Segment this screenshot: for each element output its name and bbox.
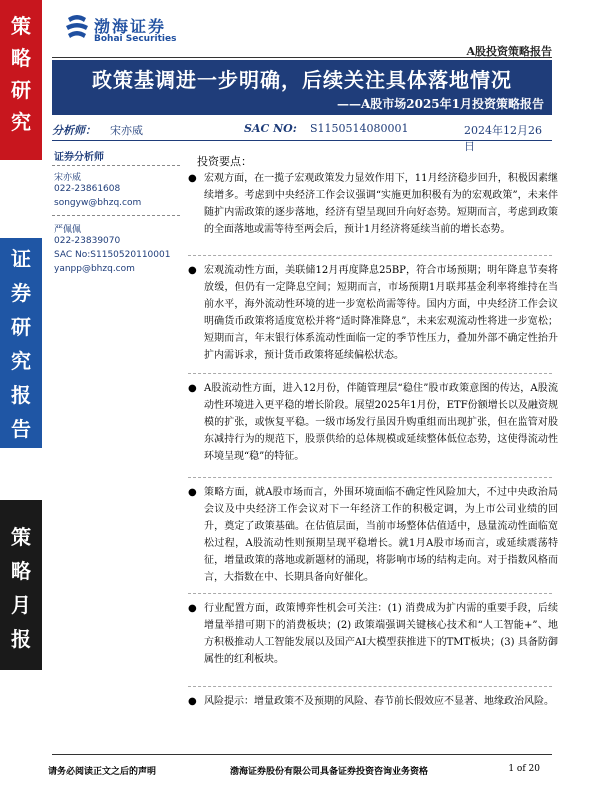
bullet-risk	[188, 693, 558, 710]
sidebar-char: 略	[11, 559, 31, 583]
sidebar-char: 策	[11, 14, 31, 38]
bullet-separator	[188, 373, 552, 374]
title-banner	[52, 60, 552, 115]
analyst-2-sac: SAC No:S1150520110001	[54, 250, 171, 260]
sidebar-char: 究	[11, 349, 31, 373]
analyst-panel	[52, 146, 180, 336]
bullet-separator	[188, 593, 552, 594]
sidebar-char: 报	[11, 383, 31, 407]
analyst-2-name: 严佩佩	[54, 225, 82, 235]
sidebar-char: 证	[11, 247, 31, 271]
analyst-label: 分析师：	[52, 124, 96, 137]
footer-company-qualification: 渤海证券股份有限公司具备证券投资咨询业务资格	[230, 767, 429, 777]
bullet-dot-icon: ●	[188, 696, 197, 707]
bullet-dot-icon: ●	[188, 173, 197, 184]
report-subtitle: ——A股市场2025年1月投资策略报告	[336, 97, 544, 111]
analyst-2-email[interactable]: yanpp@bhzq.com	[54, 264, 135, 274]
bullet-a-share-liquidity	[188, 380, 558, 465]
analyst-panel-heading: 证券分析师	[52, 146, 180, 166]
bullet-text: A股流动性方面，进入12月份，伴随管理层“稳住”股市政策意图的传达，A股流动性环境进入更平稳的增长阶段。展望2025年1月份，ETF份额增长以及融资规模的扩张，或恢复平稳。一级市场发行虽因升购重组而出现扩张，但在监管对股东减持行为的规范下，股票供给的总体规模或延续整体低位态势，这使得流动性环境呈现“稳”的特征。	[204, 383, 558, 462]
bullet-liquidity	[188, 262, 558, 364]
bullet-separator	[188, 477, 552, 478]
sidebar-char: 策	[11, 525, 31, 549]
sidebar-block-strategy-monthly	[0, 500, 42, 670]
header-divider	[52, 57, 552, 58]
sidebar-block-securities-report	[0, 238, 42, 448]
sidebar-char: 告	[11, 417, 31, 441]
sidebar-char: 略	[11, 46, 31, 70]
report-date: 2024年12月26日	[464, 124, 542, 153]
meta-row	[52, 118, 552, 153]
analyst-1-name: 宋亦威	[54, 173, 82, 183]
sac-number: S1150514080001	[310, 122, 409, 135]
footer-divider	[52, 754, 552, 755]
bullet-dot-icon: ●	[188, 603, 197, 614]
footer-disclaimer: 请务必阅读正文之后的声明	[48, 767, 157, 777]
bullet-text: 行业配置方面，政策博弈性机会可关注：(1) 消费成为扩内需的重要手段，后续增量举措可期下的消费板块；(2) 政策端强调关键核心技术和“人工智能+”、地方积极推动人工智能发展以及国产AI大模型获推进下的TMT板块；(3) 具备防御属性的红利板块。	[204, 603, 558, 665]
bullet-dot-icon: ●	[188, 383, 197, 394]
sac-label: SAC NO:	[244, 122, 297, 135]
analyst-divider	[52, 215, 180, 216]
bullet-macro	[188, 170, 558, 238]
meta-divider	[52, 140, 552, 141]
left-sidebar	[0, 0, 42, 800]
analyst-1-phone: 022-23861608	[54, 184, 121, 194]
logo-chinese-name: 渤海证券	[94, 17, 167, 36]
sidebar-char: 究	[11, 110, 31, 134]
sidebar-char: 研	[11, 78, 31, 102]
bullet-separator	[188, 686, 552, 687]
sidebar-char: 月	[11, 593, 31, 617]
sidebar-char: 报	[11, 627, 31, 651]
analyst-name: 宋亦威	[110, 124, 143, 137]
bullet-text: 风险提示：增量政策不及预期的风险、春节前长假效应不显著、地缘政治风险。	[204, 696, 554, 707]
sidebar-char: 研	[11, 315, 31, 339]
bullet-separator	[188, 255, 552, 256]
bullet-text: 策略方面，就A股市场而言，外围环境面临不确定性风险加大，不过中央政治局会议及中央经济工作会议对下一年经济工作的积极定调，为上市公司业绩的回升，奠定了政策基础。在估值层面，当前市场整体估值适中，恳量流动性面临宽松过程，A股流动性则预期呈现平稳增长。就1月A股市场而言，或延续震荡特征，增量政策的落地或新题材的涌现，将影响市场的结构走向。对于指数风格而言，大指数在中、长期具备向好催化。	[204, 487, 558, 583]
company-logo	[64, 10, 214, 50]
sidebar-char: 券	[11, 281, 31, 305]
bullet-dot-icon: ●	[188, 487, 197, 498]
bullet-text: 宏观方面，在一揽子宏观政策发力显效作用下，11月经济稳步回升，积极因素继续增多。考虑到中央经济工作会议强调“实施更加积极有为的宏观政策”，未来伴随扩内需政策的逐步落地，经济有望呈现回升向好态势。短期而言，考虑到政策的全面落地或需等待至两会后，预计1月经济将延续当前的增长态势。	[204, 173, 558, 235]
bullet-industry	[188, 600, 558, 668]
sidebar-block-strategy-research	[0, 0, 42, 160]
bullet-dot-icon: ●	[188, 265, 197, 276]
report-title: 政策基调进一步明确，后续关注具体落地情况	[92, 68, 512, 92]
logo-mark-icon	[64, 12, 90, 42]
bullet-text: 宏观流动性方面，美联储12月再度降息25BP，符合市场预期；明年降息节奏将放缓，但仍有一定降息空间；短期而言，市场预期1月联邦基金利率将维持在当前水平，海外流动性环境的进一步宽松尚需等待。国内方面，中央经济工作会议明确货币政策将适度宽松并将“适时降准降息”，未来宏观流动性将进一步宽松；短期而言，年末银行体系流动性面临一定的季节性压力，叠加外部不确定性抬升扩内需诉求，预计货币政策将延续偏松状态。	[204, 265, 558, 361]
key-points-heading: 投资要点：	[197, 155, 252, 168]
logo-english-name: Bohai Securities	[94, 34, 177, 44]
analyst-2-phone: 022-23839070	[54, 236, 121, 246]
page-number: 1 of 20	[508, 764, 540, 774]
report-type-label: A股投资策略报告	[466, 45, 552, 58]
analyst-1-email[interactable]: songyw@bhzq.com	[54, 198, 142, 208]
bullet-strategy	[188, 484, 558, 586]
